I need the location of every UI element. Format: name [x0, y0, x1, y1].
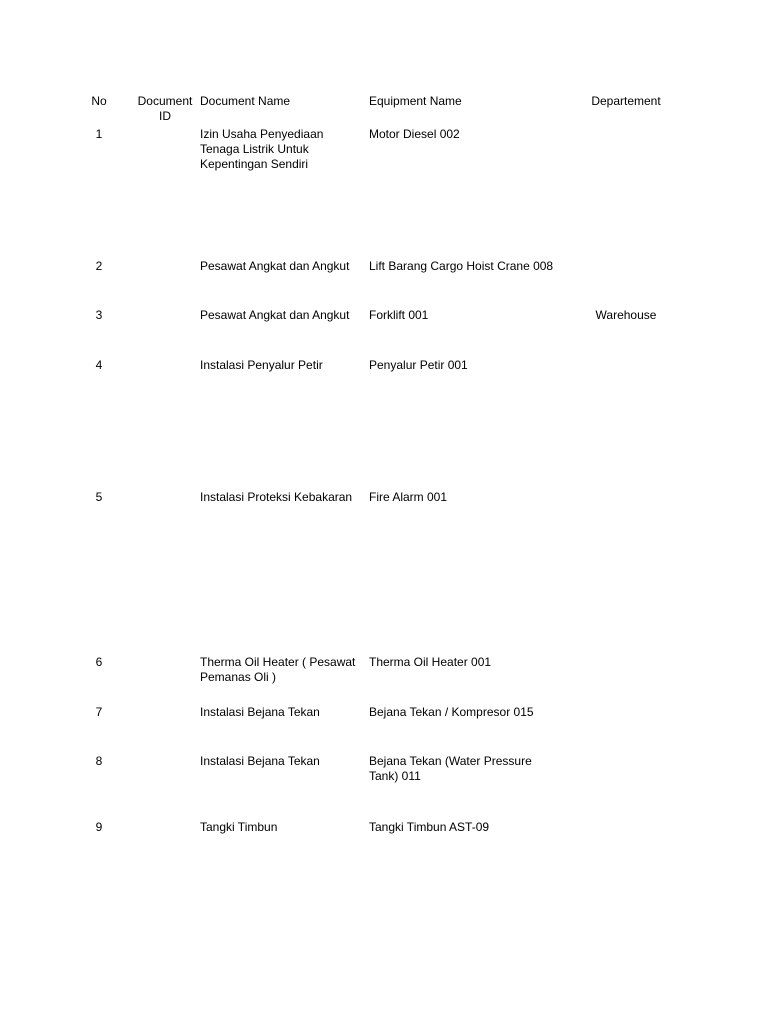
- row-no: 7: [95, 705, 103, 719]
- row-document-name: Instalasi Proteksi Kebakaran: [200, 490, 353, 504]
- row-equipment-name: Therma Oil Heater 001: [369, 655, 492, 669]
- row-departement: Warehouse: [595, 308, 657, 322]
- row-no: 8: [95, 754, 103, 768]
- row-equipment-name: Bejana Tekan / Kompresor 015: [369, 705, 534, 719]
- row-equipment-name: Penyalur Petir 001: [369, 358, 468, 372]
- row-no: 1: [95, 127, 103, 141]
- row-equipment-name: Lift Barang Cargo Hoist Crane 008: [369, 259, 554, 273]
- row-no: 3: [95, 308, 103, 322]
- row-equipment-name: Motor Diesel 002: [369, 127, 460, 141]
- header-no: No: [91, 94, 107, 108]
- row-no: 2: [95, 259, 103, 273]
- row-document-name: Tangki Timbun: [200, 820, 278, 834]
- row-no: 9: [95, 820, 103, 834]
- row-document-name: Instalasi Bejana Tekan: [200, 705, 320, 719]
- row-equipment-name: Tangki Timbun AST-09: [369, 820, 490, 834]
- header-equipment-name: Equipment Name: [369, 94, 462, 108]
- row-equipment-name: Fire Alarm 001: [369, 490, 448, 504]
- row-no: 6: [95, 655, 103, 669]
- header-document-id: Document ID: [137, 94, 193, 123]
- row-equipment-name: Bejana Tekan (Water Pressure Tank) 011: [369, 754, 532, 783]
- row-document-name: Therma Oil Heater ( Pesawat Pemanas Oli ): [200, 655, 356, 684]
- row-no: 5: [95, 490, 103, 504]
- row-document-name: Izin Usaha Penyediaan Tenaga Listrik Untuk Kepentingan Sendiri: [200, 127, 324, 171]
- row-document-name: Pesawat Angkat dan Angkut: [200, 259, 350, 273]
- row-no: 4: [95, 358, 103, 372]
- row-equipment-name: Forklift 001: [369, 308, 429, 322]
- row-document-name: Pesawat Angkat dan Angkut: [200, 308, 350, 322]
- header-departement: Departement: [591, 94, 661, 108]
- row-document-name: Instalasi Bejana Tekan: [200, 754, 320, 768]
- header-document-name: Document Name: [200, 94, 291, 108]
- row-document-name: Instalasi Penyalur Petir: [200, 358, 323, 372]
